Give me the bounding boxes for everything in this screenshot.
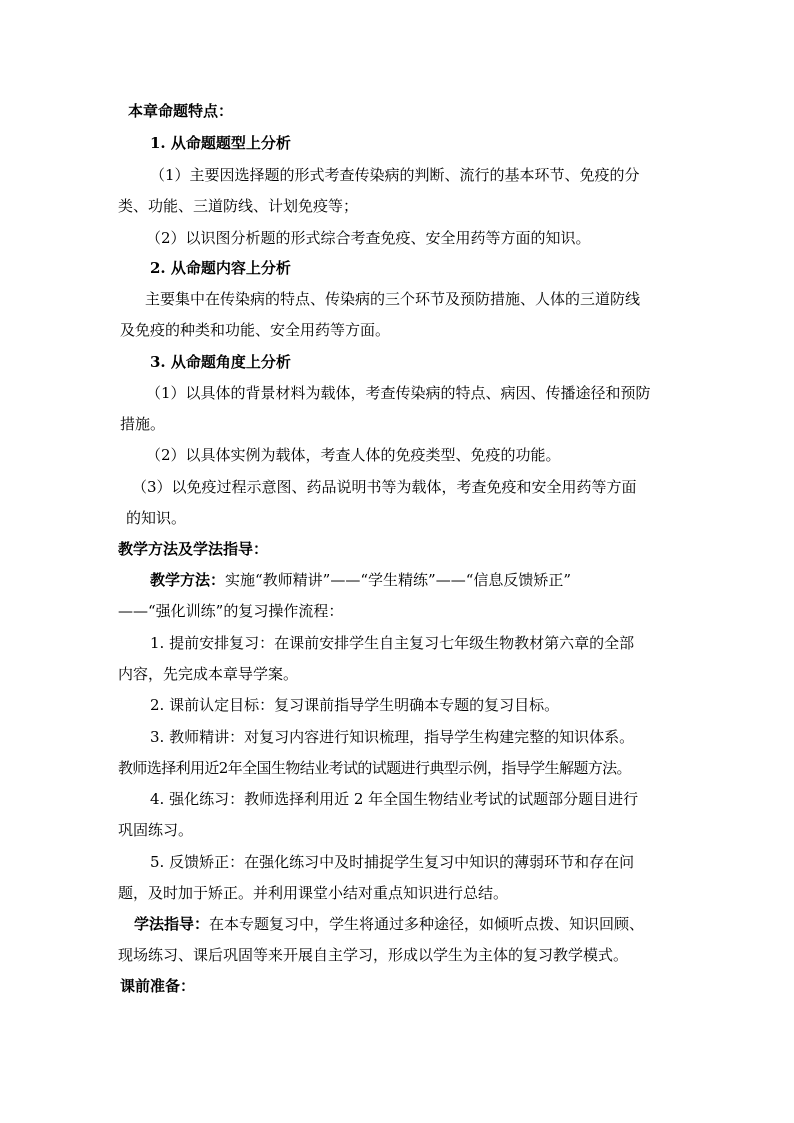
teaching-method-line-1 [150, 570, 571, 590]
preparation-heading: 课前准备： [120, 977, 196, 995]
chapter-features-heading: 本章命题特点： [128, 102, 234, 120]
section-3-paragraph-3-line-2: 的知识。 [126, 509, 187, 527]
step-3-line-1: 3. 教师精讲：对复习内容进行知识梳理，指导学生构建完整的知识体系。 [150, 728, 635, 746]
step-3-line-2: 教师选择利用近2年全国生物结业考试的试题进行典型示例，指导学生解题方法。 [118, 759, 631, 777]
step-1-line-1: 1. 提前安排复习：在课前安排学生自主复习七年级生物教材第六章的全部 [150, 634, 635, 652]
study-guidance-line-1 [134, 914, 644, 934]
teaching-method-text: 实施“教师精讲”——“学生精练”——“信息反馈矫正” [225, 571, 572, 589]
step-5-line-2: 题，及时加于矫正。并利用课堂小结对重点知识进行总结。 [118, 884, 509, 902]
section-1-paragraph-1-line-2: 类、功能、三道防线、计划免疫等； [118, 197, 359, 215]
section-2-paragraph-line-1: 主要集中在传染病的特点、传染病的三个环节及预防措施、人体的三道防线 [145, 290, 641, 308]
step-2: 2. 课前认定目标：复习课前指导学生明确本专题的复习目标。 [150, 696, 560, 714]
section-3-heading: 3. 从命题角度上分析 [150, 353, 291, 371]
step-4-line-1: 4. 强化练习：教师选择利用近 2 年全国生物结业考试的试题部分题目进行 [150, 790, 639, 808]
section-3-paragraph-2: （2）以具体实例为载体，考查人体的免疫类型、免疫的功能。 [146, 446, 561, 464]
section-1-paragraph-2: （2）以识图分析题的形式综合考查免疫、安全用药等方面的知识。 [146, 229, 591, 247]
section-2-heading: 2. 从命题内容上分析 [150, 259, 291, 277]
step-1-line-2: 内容，先完成本章导学案。 [118, 665, 299, 683]
section-3-paragraph-1-line-1: （1）以具体的背景材料为载体，考查传染病的特点、病因、传播途径和预防 [146, 384, 651, 402]
study-guidance-label: 学法指导： [134, 915, 210, 933]
section-3-paragraph-3-line-1: （3）以免疫过程示意图、药品说明书等为载体，考查免疫和安全用药等方面 [132, 478, 637, 496]
teaching-method-label: 教学方法： [150, 571, 226, 589]
section-3-paragraph-1-line-2: 措施。 [120, 415, 166, 433]
section-1-heading: 1. 从命题题型上分析 [150, 134, 291, 152]
study-guidance-line-2: 现场练习、课后巩固等来开展自主学习，形成以学生为主体的复习教学模式。 [118, 946, 629, 964]
section-1-paragraph-1-line-1: （1）主要因选择题的形式考查传染病的判断、流行的基本环节、免疫的分 [150, 166, 640, 184]
study-guidance-text: 在本专题复习中，学生将通过多种途径，如倾听点拨、知识回顾、 [209, 915, 645, 933]
methods-heading: 教学方法及学法指导： [118, 540, 269, 558]
teaching-method-line-2: ——“强化训练”的复习操作流程： [118, 602, 344, 620]
step-4-line-2: 巩固练习。 [118, 821, 194, 839]
section-2-paragraph-line-2: 及免疫的种类和功能、安全用药等方面。 [120, 321, 391, 339]
step-5-line-1: 5. 反馈矫正：在强化练习中及时捕捉学生复习中知识的薄弱环节和存在问 [150, 853, 635, 871]
